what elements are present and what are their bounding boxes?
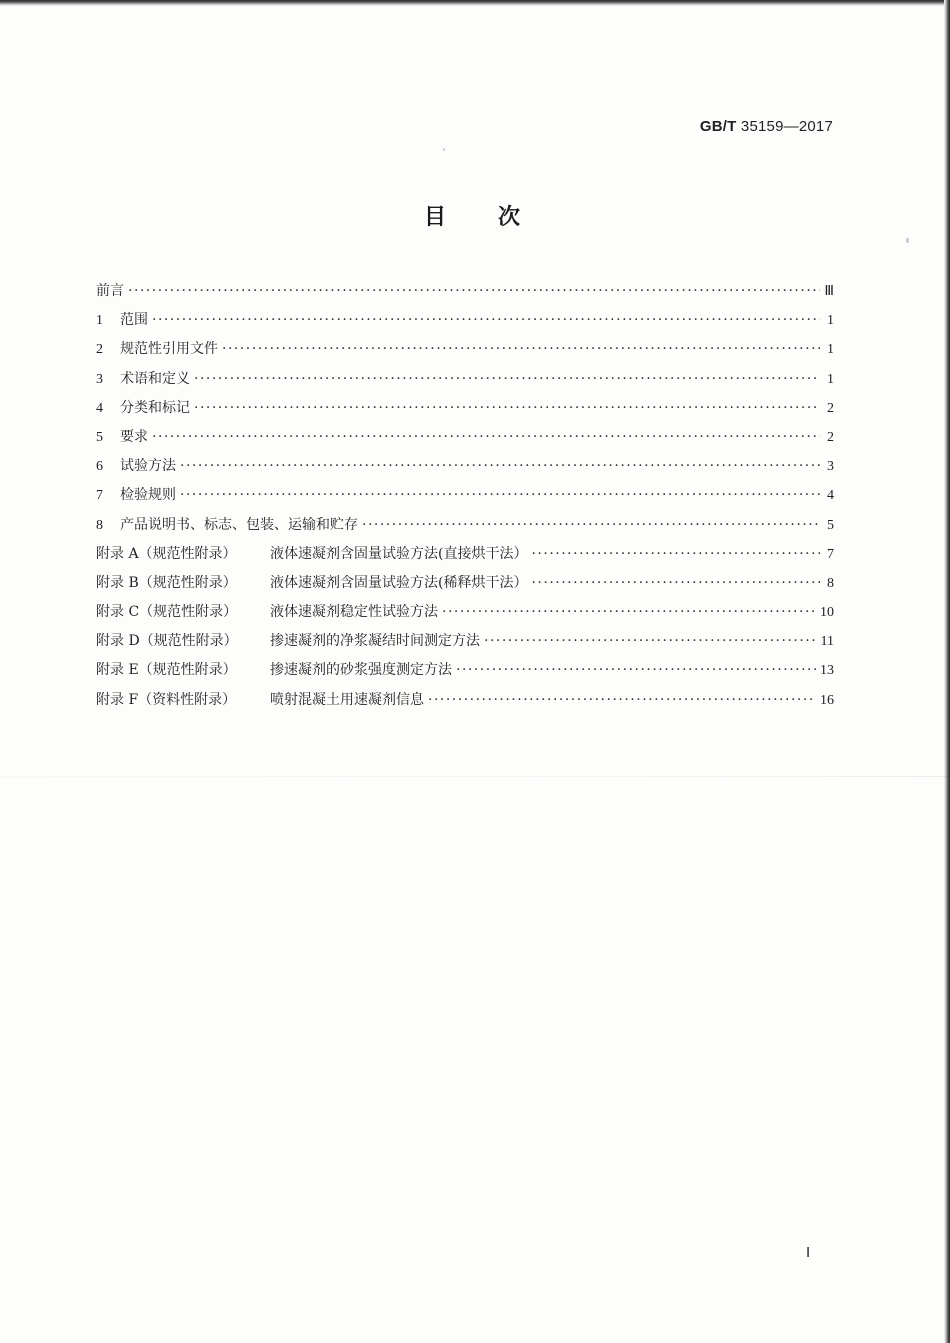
toc-entry-label: [96, 543, 527, 565]
toc-entry-annex-d[interactable]: [96, 630, 834, 659]
toc-entry-number: 5: [96, 429, 103, 445]
annex-title: 掺速凝剂的净浆凝结时间测定方法: [270, 633, 480, 650]
toc-entry-annex-e[interactable]: [96, 659, 834, 688]
toc-entry-number: 1: [96, 313, 103, 329]
toc-entry-1[interactable]: [96, 309, 834, 338]
toc-leader-dots: [442, 601, 816, 623]
toc-entry-label: 术语和定义: [120, 370, 190, 387]
toc-entry-annex-a[interactable]: [96, 543, 834, 572]
scan-artifact-line: [0, 776, 950, 777]
scan-speck: [906, 238, 909, 243]
annex-tag: 附录 D（规范性附录）: [96, 633, 238, 650]
toc-leader-dots: [152, 426, 820, 448]
toc-entry-page: 13: [820, 663, 834, 679]
toc-entry-label: 分类和标记: [120, 399, 190, 416]
toc-entry-label: [96, 630, 480, 652]
toc-entry-number: 3: [96, 371, 103, 387]
toc-entry-5[interactable]: [96, 426, 834, 455]
annex-title: 掺速凝剂的砂浆强度测定方法: [270, 662, 452, 679]
annex-tag: 附录 C（规范性附录）: [96, 604, 238, 621]
toc-entry-label: [96, 659, 452, 681]
toc-entry-page: 8: [827, 575, 834, 591]
toc-leader-dots: [222, 338, 820, 360]
toc-entry-2[interactable]: [96, 338, 834, 367]
toc-entry-annex-b[interactable]: [96, 572, 834, 601]
toc-entry-page: 7: [827, 546, 834, 562]
page-number: Ⅰ: [806, 1246, 811, 1261]
toc-entry-page: 10: [820, 605, 834, 621]
toc-leader-dots: [362, 514, 820, 536]
annex-title: 喷射混凝土用速凝剂信息: [270, 691, 424, 708]
toc-entry-page: Ⅲ: [824, 284, 834, 299]
toc-entry-label: [96, 601, 438, 623]
toc-entry-annex-c[interactable]: [96, 601, 834, 630]
annex-tag: 附录 A（规范性附录）: [96, 545, 237, 562]
toc-entry-7[interactable]: [96, 484, 834, 513]
toc-leader-dots: [194, 397, 820, 419]
toc-entry-annex-f[interactable]: [96, 689, 834, 718]
annex-title: 液体速凝剂含固量试验方法(稀释烘干法）: [270, 574, 528, 591]
toc-entry-page: 5: [827, 517, 834, 533]
scan-edge-top: [0, 0, 950, 6]
toc-leader-dots: [456, 659, 816, 681]
scan-speck: [443, 148, 445, 151]
toc-entry-label: 范围: [120, 312, 148, 329]
toc-leader-dots: [128, 280, 820, 302]
toc-leader-dots: [484, 630, 817, 652]
toc-entry-foreword[interactable]: [96, 280, 834, 309]
annex-title: 液体速凝剂含固量试验方法(直接烘干法）: [270, 545, 528, 562]
standard-number: 35159—2017: [740, 118, 833, 135]
toc-entry-number: 4: [96, 400, 103, 416]
toc-entry-label: [96, 572, 527, 594]
toc-entry-label: 前言: [96, 283, 124, 299]
toc-leader-dots: [180, 455, 820, 477]
toc-entry-8[interactable]: [96, 514, 834, 543]
toc-entry-label: 产品说明书、标志、包装、运输和贮存: [120, 516, 358, 533]
toc-leader-dots: [180, 484, 820, 506]
toc-entry-label: 要求: [120, 428, 148, 445]
page-title: 目次: [423, 204, 572, 230]
toc-entry-label: 规范性引用文件: [120, 341, 218, 358]
toc-entry-page: 1: [827, 371, 834, 387]
table-of-contents: [96, 280, 834, 718]
toc-leader-dots: [152, 309, 820, 331]
toc-entry-page: 2: [827, 429, 834, 445]
annex-tag: 附录 E（规范性附录）: [96, 662, 237, 679]
toc-entry-page: 16: [820, 692, 834, 708]
annex-tag: 附录 B（规范性附录）: [96, 574, 237, 591]
toc-entry-number: 7: [96, 488, 103, 504]
annex-title: 液体速凝剂稳定性试验方法: [270, 604, 438, 621]
toc-entry-label: 检验规则: [120, 487, 176, 504]
standard-code: [700, 118, 833, 135]
toc-entry-number: 2: [96, 342, 103, 358]
toc-entry-number: 6: [96, 459, 103, 475]
toc-entry-4[interactable]: [96, 397, 834, 426]
toc-leader-dots: [531, 543, 820, 565]
toc-entry-page: 1: [827, 313, 834, 329]
toc-leader-dots: [194, 368, 820, 390]
toc-leader-dots: [531, 572, 820, 594]
toc-entry-page: 1: [827, 342, 834, 358]
annex-tag: 附录 F（资料性附录）: [96, 691, 237, 708]
toc-entry-6[interactable]: [96, 455, 834, 484]
toc-entry-page: 2: [827, 400, 834, 416]
toc-entry-3[interactable]: [96, 368, 834, 397]
toc-entry-page: 3: [827, 459, 834, 475]
toc-entry-label: [96, 689, 424, 711]
toc-entry-page: 11: [820, 634, 834, 650]
standard-prefix: GB/T: [699, 118, 737, 135]
toc-entry-page: 4: [827, 488, 834, 504]
toc-entry-number: 8: [96, 517, 103, 533]
toc-entry-label: 试验方法: [120, 458, 176, 475]
toc-leader-dots: [428, 689, 816, 711]
